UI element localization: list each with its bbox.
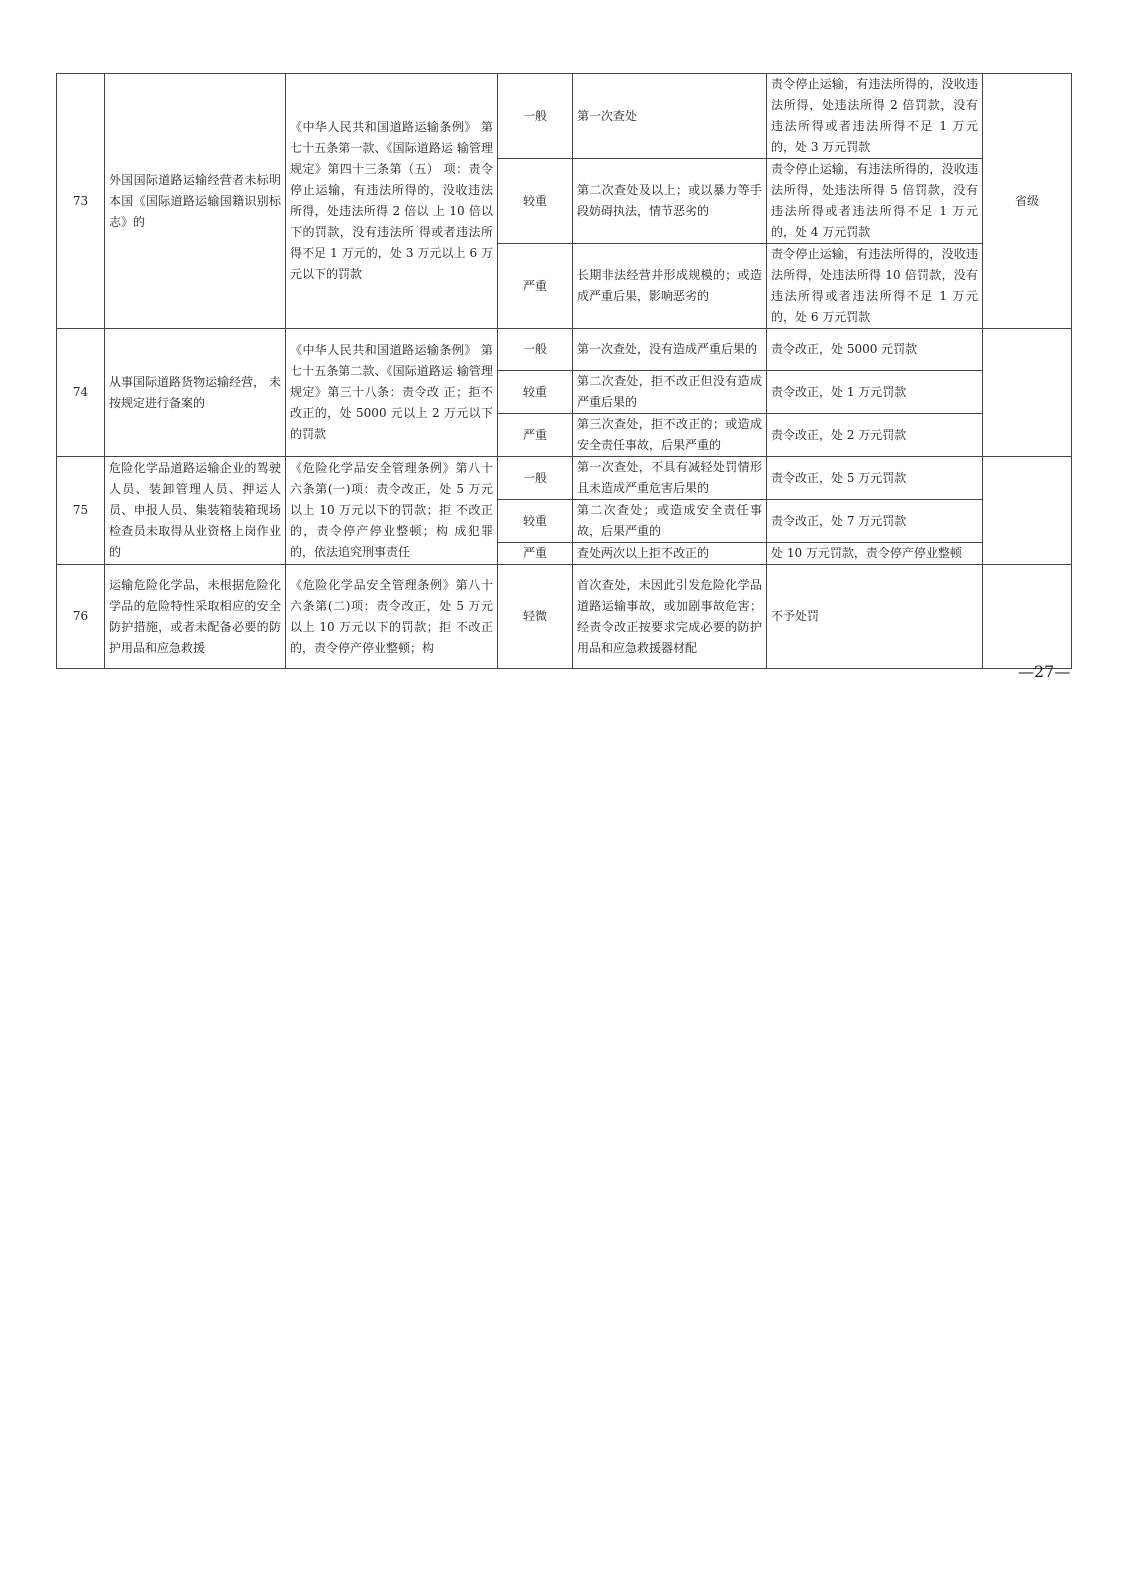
penalty-standard: 处 10 万元罚款，责令停产停业整顿 xyxy=(767,543,983,565)
penalty-standard: 责令改正，处 5000 元罚款 xyxy=(767,329,983,371)
enforcement-authority xyxy=(983,565,1072,669)
severity-level: 较重 xyxy=(498,371,573,414)
enforcement-authority xyxy=(983,457,1072,565)
violation-description: 从事国际道路货物运输经营， 未按规定进行备案的 xyxy=(105,329,286,457)
penalty-standards-table xyxy=(56,73,1072,669)
severity-level: 严重 xyxy=(498,543,573,565)
severity-level: 严重 xyxy=(498,414,573,457)
violation-description: 危险化学品道路运输企业的驾驶人员、装卸管理人员、押运人员、申报人员、集装箱装箱现场检查员未取得从业资格上岗作业的 xyxy=(105,457,286,565)
circumstance: 查处两次以上拒不改正的 xyxy=(573,543,767,565)
circumstance: 第一次查处，没有造成严重后果的 xyxy=(573,329,767,371)
penalty-standard: 责令改正，处 7 万元罚款 xyxy=(767,500,983,543)
penalty-standard: 责令改正，处 1 万元罚款 xyxy=(767,371,983,414)
table-row xyxy=(57,565,1072,669)
item-number: 75 xyxy=(57,457,105,565)
item-number: 76 xyxy=(57,565,105,669)
circumstance: 第三次查处，拒不改正的；或造成安全责任事故，后果严重的 xyxy=(573,414,767,457)
item-number: 73 xyxy=(57,74,105,329)
circumstance: 第二次查处及以上；或以暴力等手段妨碍执法，情节恶劣的 xyxy=(573,159,767,244)
legal-basis: 《中华人民共和国道路运输条例》 第七十五条第二款、《国际道路运 输管理规定》第三十八条：责令改 正；拒不改正的，处 5000 元以上 2 万元以下的罚款 xyxy=(286,329,498,457)
circumstance: 第二次查处，拒不改正但没有造成严重后果的 xyxy=(573,371,767,414)
circumstance: 第一次查处 xyxy=(573,74,767,159)
item-number: 74 xyxy=(57,329,105,457)
penalty-standard: 责令改正，处 2 万元罚款 xyxy=(767,414,983,457)
penalty-standard: 责令停止运输，有违法所得的，没收违法所得，处违法所得 5 倍罚款，没有违法所得或者违法所得不足 1 万元的，处 4 万元罚款 xyxy=(767,159,983,244)
table-row xyxy=(57,457,1072,500)
penalty-standard: 责令停止运输，有违法所得的，没收违法所得，处违法所得 2 倍罚款，没有违法所得或者违法所得不足 1 万元的，处 3 万元罚款 xyxy=(767,74,983,159)
violation-description: 外国国际道路运输经营者未标明本国《国际道路运输国籍识别标志》的 xyxy=(105,74,286,329)
page-number: —27— xyxy=(1018,662,1071,681)
penalty-standard: 责令停止运输，有违法所得的，没收违法所得，处违法所得 10 倍罚款，没有违法所得或者违法所得不足 1 万元的，处 6 万元罚款 xyxy=(767,244,983,329)
penalty-standard: 责令改正，处 5 万元罚款 xyxy=(767,457,983,500)
severity-level: 一般 xyxy=(498,457,573,500)
severity-level: 较重 xyxy=(498,159,573,244)
table-row xyxy=(57,329,1072,371)
severity-level: 一般 xyxy=(498,74,573,159)
table-row xyxy=(57,74,1072,159)
circumstance: 第二次查处；或造成安全责任事故，后果严重的 xyxy=(573,500,767,543)
severity-level: 轻微 xyxy=(498,565,573,669)
severity-level: 较重 xyxy=(498,500,573,543)
enforcement-authority: 省级 xyxy=(983,74,1072,329)
severity-level: 一般 xyxy=(498,329,573,371)
circumstance: 长期非法经营并形成规模的；或造成严重后果，影响恶劣的 xyxy=(573,244,767,329)
circumstance: 首次查处，未因此引发危险化学品道路运输事故，或加剧事故危害；经责令改正按要求完成必要的防护用品和应急救援器材配 xyxy=(573,565,767,669)
legal-basis: 《中华人民共和国道路运输条例》 第七十五条第一款、《国际道路运 输管理规定》第四十三条第（五） 项：责令停止运输，有违法所得的，没收违法所得，处违法所得 2 倍以 上 10 倍以下的罚款，没有违法所 得或者违法所得不足 1 万元的，处 3 万元以上 6 万元以下的罚款 xyxy=(286,74,498,329)
legal-basis: 《危险化学品安全管理条例》第八十六条第(二)项：责令改正，处 5 万元以上 10 万元以下的罚款；拒 不改正的，责令停产停业整顿；构 xyxy=(286,565,498,669)
legal-basis: 《危险化学品安全管理条例》第八十六条第(一)项：责令改正，处 5 万元以上 10 万元以下的罚款；拒 不改正的，责令停产停业整顿；构 成犯罪的，依法追究刑事责任 xyxy=(286,457,498,565)
circumstance: 第一次查处，不具有减轻处罚情形且未造成严重危害后果的 xyxy=(573,457,767,500)
enforcement-authority xyxy=(983,329,1072,457)
severity-level: 严重 xyxy=(498,244,573,329)
violation-description: 运输危险化学品，未根据危险化学品的危险特性采取相应的安全防护措施，或者未配备必要的防护用品和应急救援 xyxy=(105,565,286,669)
penalty-standard: 不予处罚 xyxy=(767,565,983,669)
